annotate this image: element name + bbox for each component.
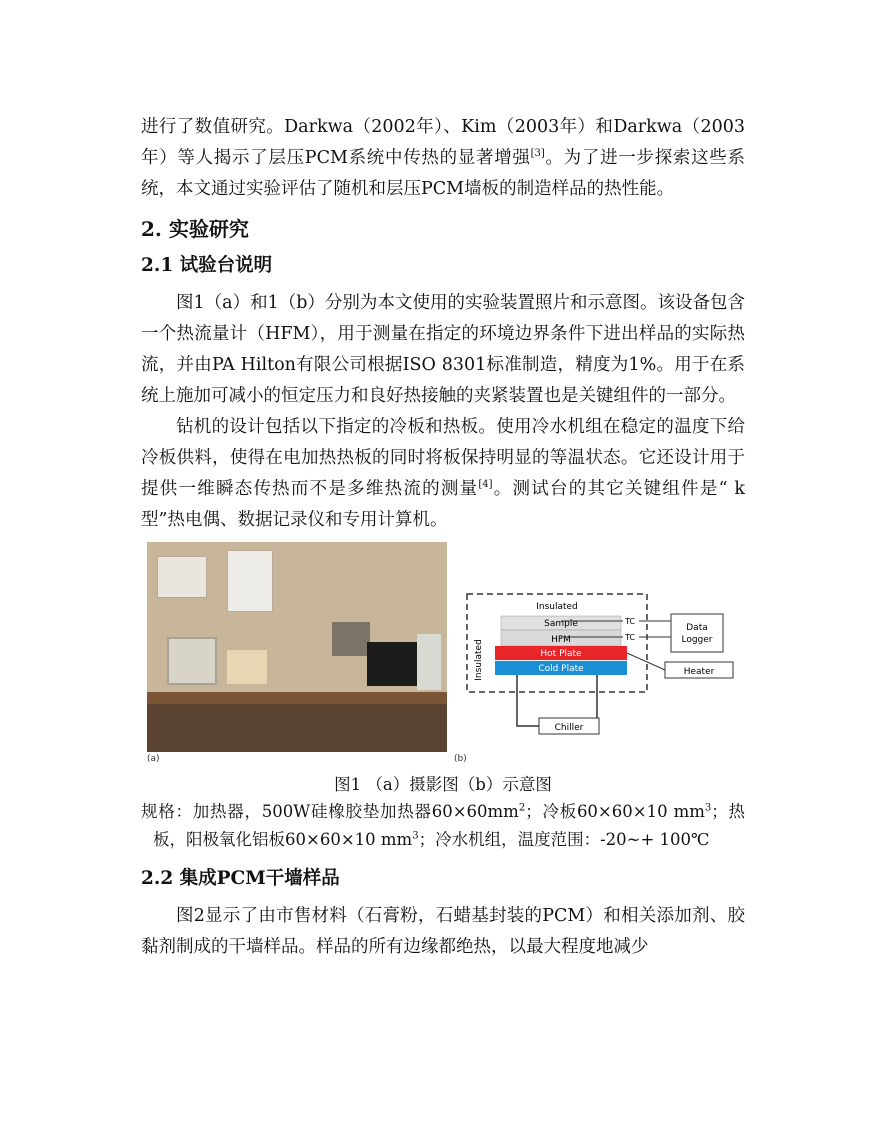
cold-plate-label: Cold Plate bbox=[538, 664, 584, 674]
citation-4: [4] bbox=[478, 479, 493, 491]
tc1-label: TC bbox=[625, 617, 636, 626]
hfm-label: HFM bbox=[551, 635, 571, 645]
chiller-label: Chiller bbox=[554, 723, 584, 733]
section-2-1-paragraph-1: 图1（a）和1（b）分别为本文使用的实验装置照片和示意图。该设备包含一个热流量计（HFM），用于测量在指定的环境边界条件下进出样品的实际热流，并由PA Hilton有限公司根据ISO 8301标准制造，精度为1%。用于在系统上施加可减小的恒定压力和良好热接触的夹紧装置也是关键组件的一部分。 bbox=[141, 293, 745, 406]
heater-label: Heater bbox=[683, 667, 715, 677]
hfm-schematic-diagram bbox=[465, 592, 737, 752]
figure-label-b: (b) bbox=[454, 754, 467, 764]
figure-label-a: (a) bbox=[147, 754, 160, 764]
figure-1-caption: 图1 （a）摄影图（b）示意图 bbox=[334, 775, 552, 794]
intro-paragraph: 进行了数值研究。Darkwa（2002年）、Kim（2003年）和Darkwa（2003年）等人揭示了层压PCM系统中传热的显著增强[3]。为了进一步探索这些系统，本文通过实验评估了随机和层压PCM墙板的制造样品的热性能。 bbox=[141, 117, 745, 199]
citation-3: [3] bbox=[530, 148, 545, 160]
document-page bbox=[141, 112, 745, 963]
data-logger-label-1: Data bbox=[686, 623, 708, 633]
data-logger-box bbox=[671, 614, 723, 652]
section-2-2-paragraph-1: 图2显示了由市售材料（石膏粉，石蜡基封装的PCM）和相关添加剂、胶黏剂制成的干墙样品。样品的所有边缘都绝热，以最大程度地减少 bbox=[141, 906, 745, 957]
tc2-label: TC bbox=[625, 633, 636, 642]
figure-1 bbox=[141, 542, 745, 770]
data-logger-label-2: Logger bbox=[681, 635, 713, 645]
section-2-2-heading: 2.2 集成PCM干墙样品 bbox=[141, 868, 340, 889]
section-2-1-heading: 2.1 试验台说明 bbox=[141, 255, 273, 276]
experimental-setup-photo bbox=[147, 542, 447, 752]
sample-label: Sample bbox=[544, 619, 578, 629]
figure-1-specifications: 规格：加热器，500W硅橡胶垫加热器$60\times 60mm^2$；冷板60×60×10 $mm^3$；热板，阳极氧化铝板60×60×10 $mm^3$；冷水机组，温度范围：-20~+ 100℃ bbox=[141, 802, 745, 849]
insulated-side-label: Insulated bbox=[474, 639, 484, 681]
hot-plate-label: Hot Plate bbox=[540, 649, 582, 659]
section-2-heading: 2. 实验研究 bbox=[141, 217, 249, 241]
insulated-top-label: Insulated bbox=[536, 602, 578, 612]
section-2-1-paragraph-2: 钻机的设计包括以下指定的冷板和热板。使用冷水机组在稳定的温度下给冷板供料，使得在电加热热板的同时将板保持明显的等温状态。它还设计用于提供一维瞬态传热而不是多维热流的测量[4]。测试台的其它关键组件是“ k型”热电偶、数据记录仪和专用计算机。 bbox=[141, 417, 745, 530]
